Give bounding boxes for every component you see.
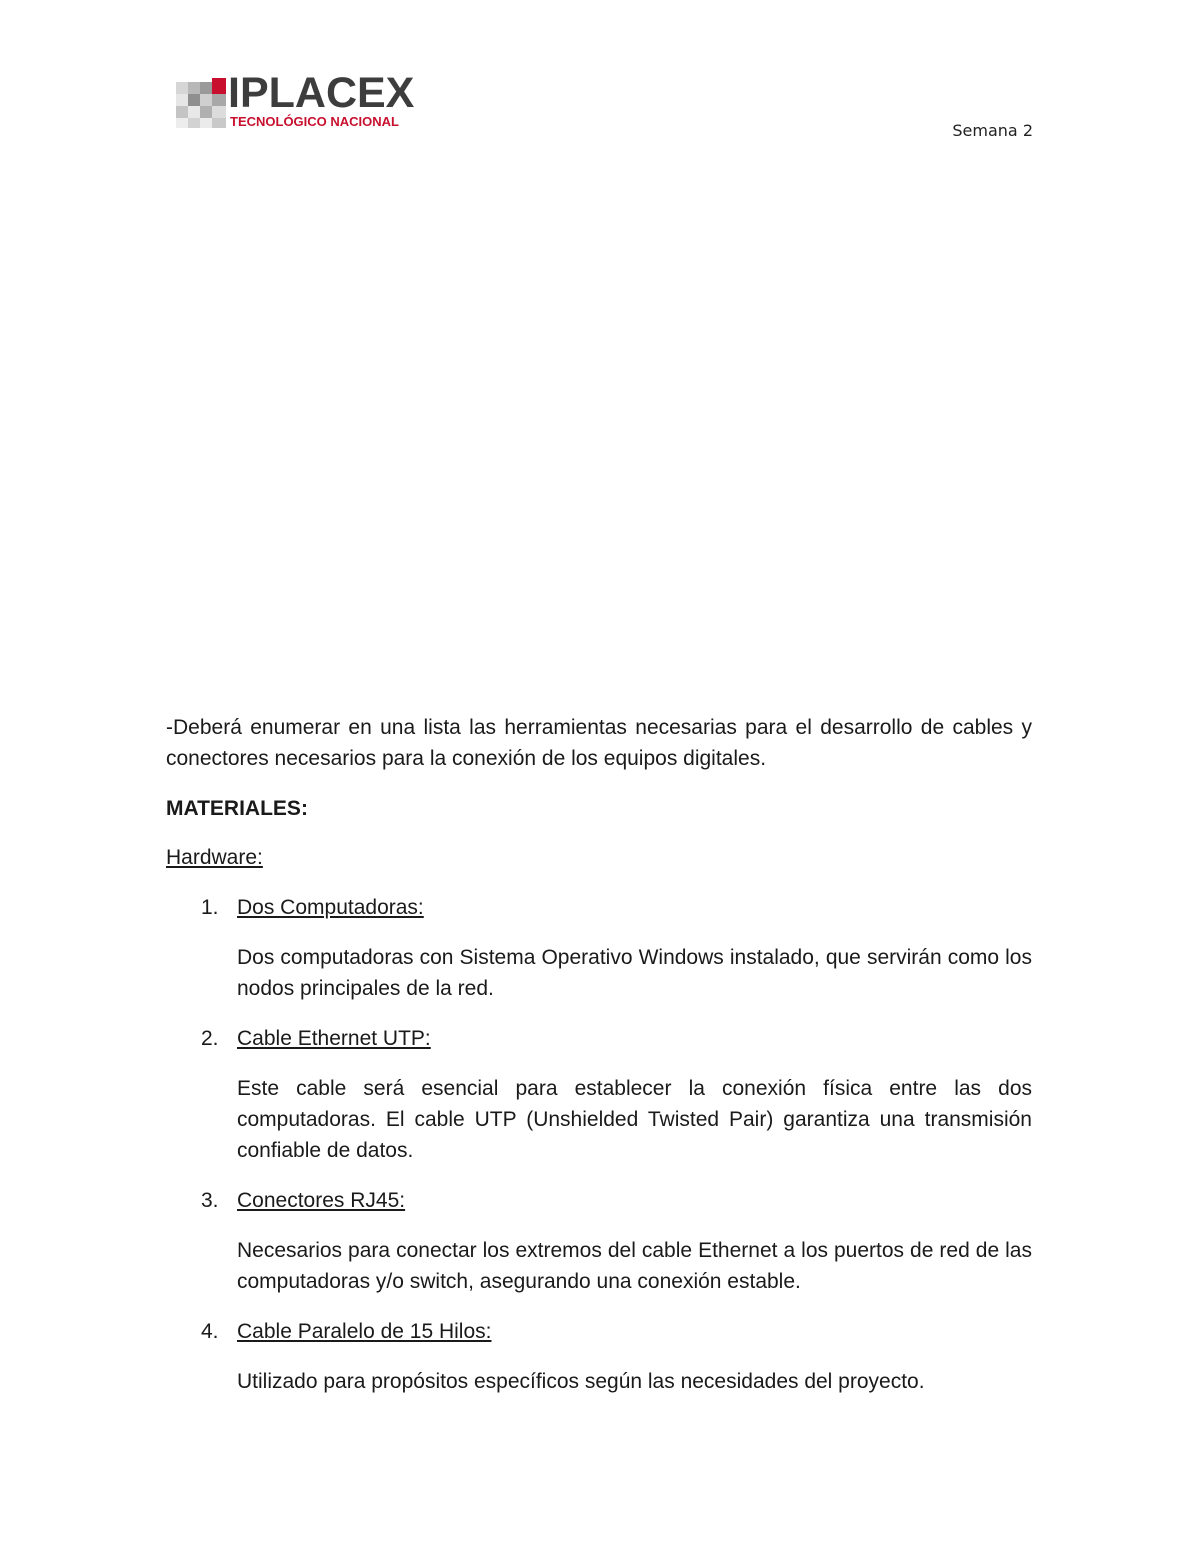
intro-paragraph: -Deberá enumerar en una lista las herramientas necesarias para el desarrollo de cables y conectores necesarios para la conexión de los equipos digitales. [166,716,1032,770]
subsection-heading: Hardware: [166,846,263,869]
list-item [166,1185,1032,1297]
item-number: 1. [201,896,219,919]
materials-list [166,892,1032,1397]
item-number: 4. [201,1320,219,1343]
item-title: Conectores RJ45: [237,1189,406,1212]
item-title: Dos Computadoras: [237,896,424,919]
logo-mosaic-icon [176,78,228,128]
logo-title: IPLACEX [228,69,415,117]
item-title: Cable Paralelo de 15 Hilos: [237,1320,492,1343]
iplacex-logo [176,69,416,130]
list-item [166,1023,1032,1166]
item-number: 2. [201,1027,219,1050]
item-number: 3. [201,1189,219,1212]
list-item [166,1316,1032,1397]
list-item [166,892,1032,1004]
item-title: Cable Ethernet UTP: [237,1027,431,1050]
week-label: Semana 2 [952,121,1033,140]
item-description: Utilizado para propósitos específicos según las necesidades del proyecto. [237,1370,925,1393]
item-description: Dos computadoras con Sistema Operativo Windows instalado, que servirán como los nodos principales de la red. [237,946,1032,1000]
item-description: Necesarios para conectar los extremos del cable Ethernet a los puertos de red de las computadoras y/o switch, asegurando una conexión estable. [237,1239,1032,1293]
logo-tagline: TECNOLÓGICO NACIONAL [230,114,399,129]
document-body [166,712,1032,1416]
section-heading: MATERIALES: [166,797,308,820]
item-description: Este cable será esencial para establecer la conexión física entre las dos computadoras. El cable UTP (Unshielded Twisted Pair) garantiza una transmisión confiable de datos. [237,1077,1032,1162]
